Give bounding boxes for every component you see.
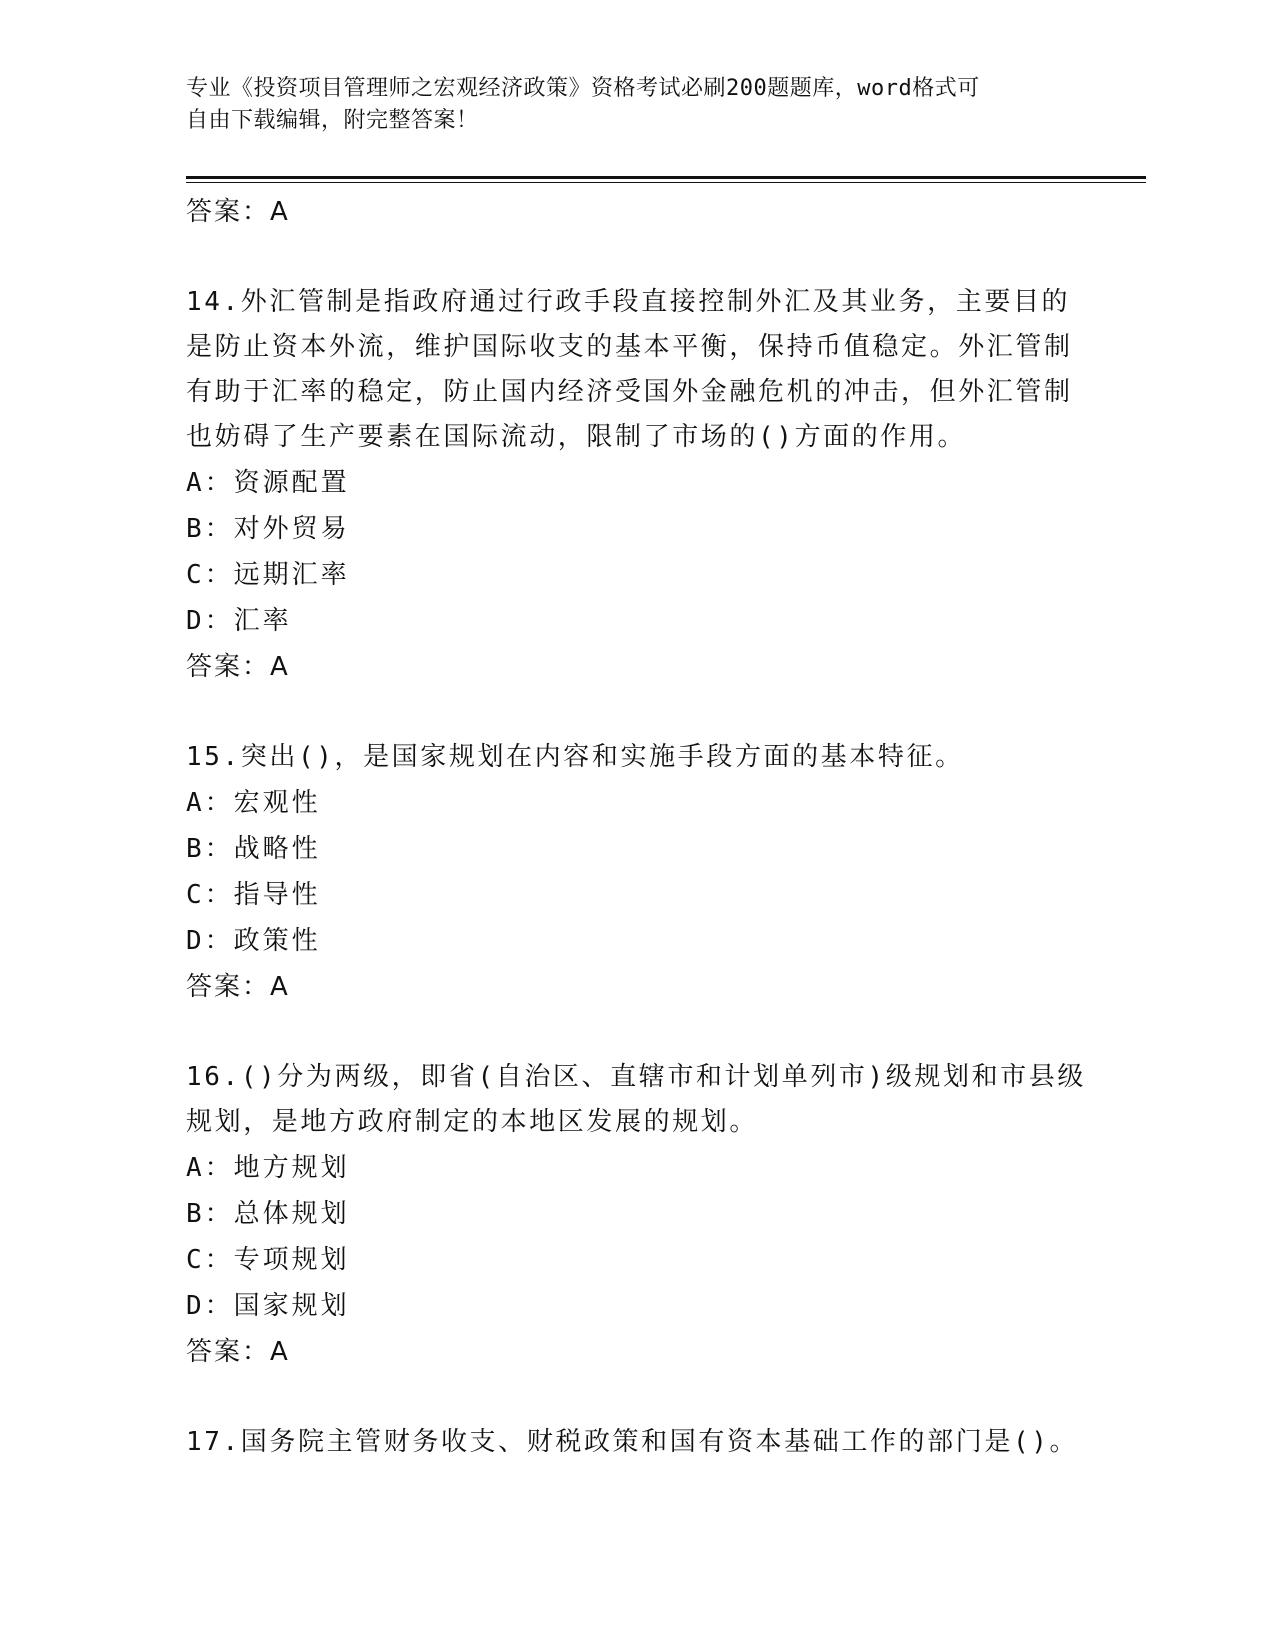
answer-15: 答案：A — [186, 972, 290, 1002]
question-15-option-b: B：战略性 — [186, 834, 321, 864]
question-block-17 — [186, 1420, 1086, 1465]
header-rule-thin — [186, 182, 1146, 183]
question-14-text: 14.外汇管制是指政府通过行政手段直接控制外汇及其业务，主要目的是防止资本外流，维护国际收支的基本平衡，保持币值稳定。外汇管制有助于汇率的稳定，防止国内经济受国外金融危机的冲击，但外汇管制也妨碍了生产要素在国际流动，限制了市场的()方面的作用。 — [186, 287, 1073, 452]
question-14-option-d: D：汇率 — [186, 606, 292, 636]
header-line-1: 专业《投资项目管理师之宏观经济政策》资格考试必刷200题题库，word格式可 — [186, 76, 980, 101]
question-15-option-d: D：政策性 — [186, 926, 321, 956]
answer-13: 答案：A — [186, 197, 290, 227]
spacer — [186, 1010, 1086, 1055]
question-list — [186, 189, 1086, 1465]
answer-14: 答案：A — [186, 652, 290, 682]
document-header — [186, 73, 1066, 137]
question-14-option-b: B：对外贸易 — [186, 514, 350, 544]
question-16-text: 16.()分为两级，即省(自治区、直辖市和计划单列市)级规划和市县级规划，是地方政府制定的本地区发展的规划。 — [186, 1062, 1086, 1137]
question-16-option-b: B：总体规划 — [186, 1199, 350, 1229]
header-rule-thick — [186, 176, 1146, 179]
question-14-option-a: A：资源配置 — [186, 468, 350, 498]
spacer — [186, 1375, 1086, 1420]
header-line-2: 自由下载编辑，附完整答案！ — [186, 108, 479, 133]
question-16-option-d: D：国家规划 — [186, 1291, 350, 1321]
question-16-option-a: A：地方规划 — [186, 1153, 350, 1183]
question-block-14 — [186, 280, 1086, 690]
question-14-option-c: C：远期汇率 — [186, 560, 350, 590]
spacer — [186, 235, 1086, 280]
question-15-option-a: A：宏观性 — [186, 788, 321, 818]
question-15-text: 15.突出()，是国家规划在内容和实施手段方面的基本特征。 — [186, 742, 964, 772]
question-block-16 — [186, 1055, 1086, 1375]
question-block-15 — [186, 735, 1086, 1010]
question-16-option-c: C：专项规划 — [186, 1245, 350, 1275]
answer-16: 答案：A — [186, 1337, 290, 1367]
question-15-option-c: C：指导性 — [186, 880, 321, 910]
question-17-text: 17.国务院主管财务收支、财税政策和国有资本基础工作的部门是()。 — [186, 1427, 1079, 1457]
spacer — [186, 690, 1086, 735]
